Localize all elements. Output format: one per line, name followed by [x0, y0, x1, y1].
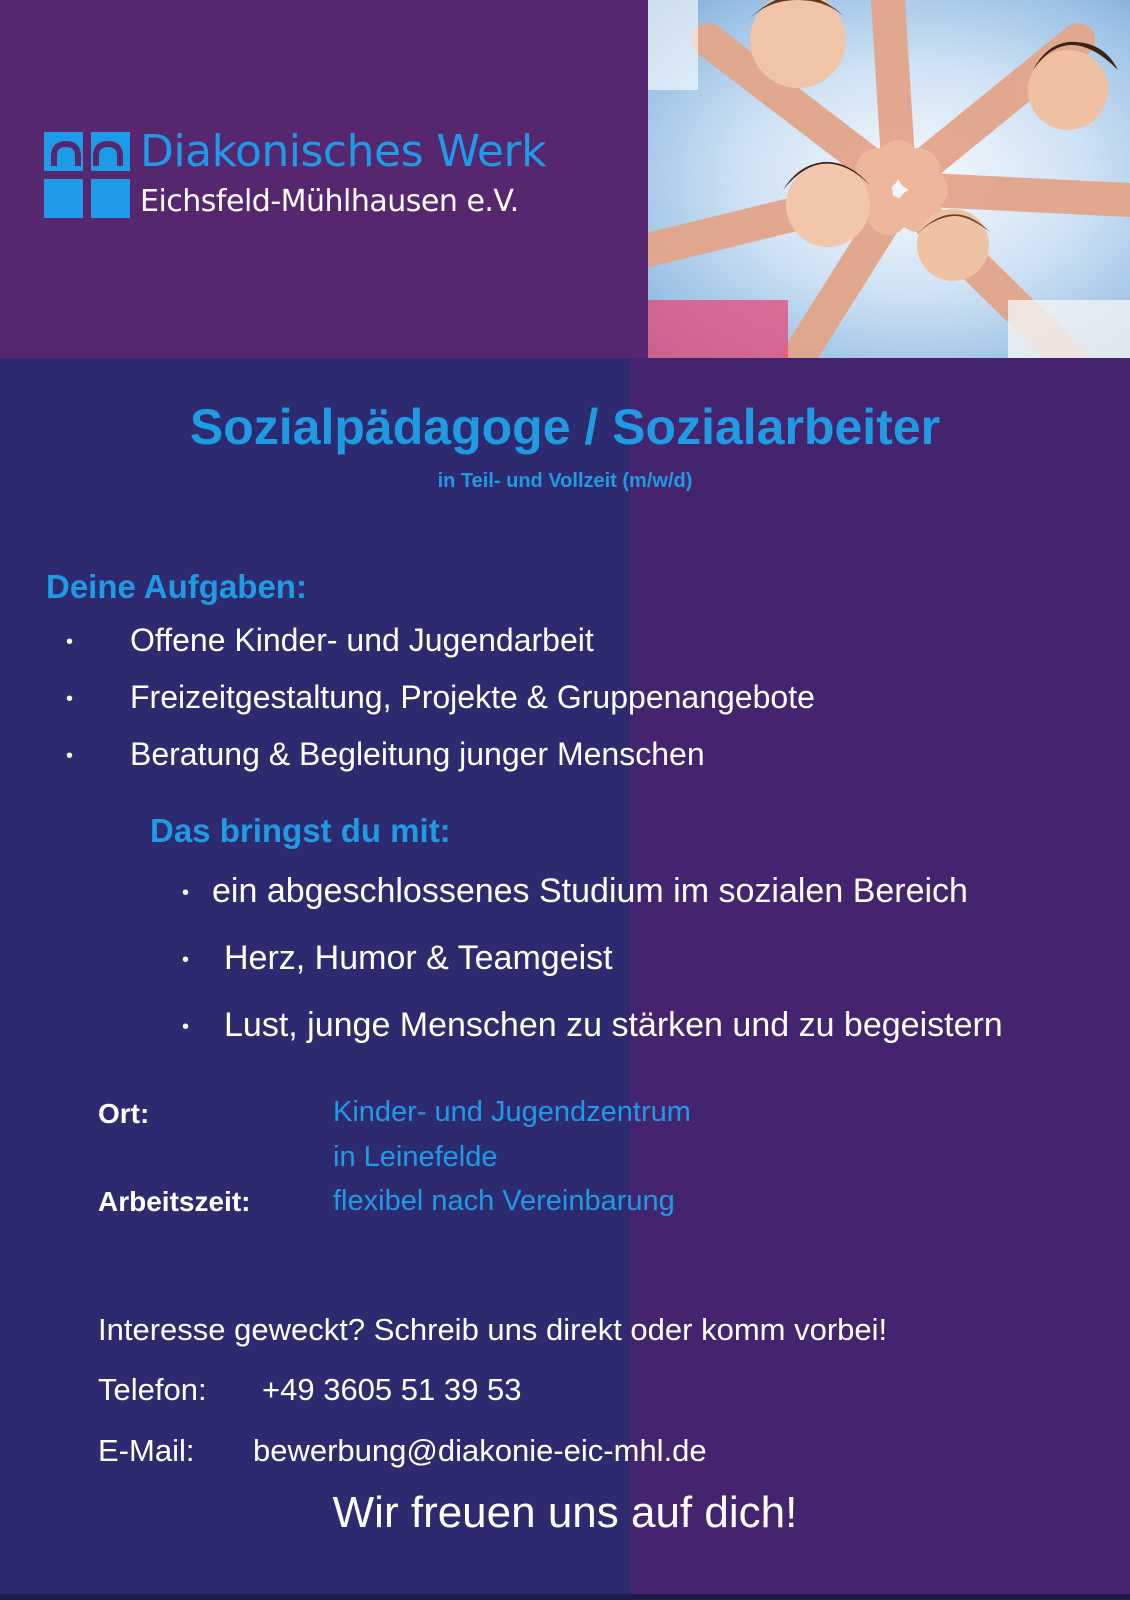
- bullet-icon: •: [182, 949, 190, 971]
- email-address[interactable]: bewerbung@diakonie-eic-mhl.de: [253, 1433, 707, 1468]
- task-text: Beratung & Begleitung junger Menschen: [130, 736, 705, 772]
- hours-value: flexibel nach Vereinbarung: [333, 1185, 675, 1217]
- job-title: Sozialpädagoge / Sozialarbeiter: [189, 399, 941, 455]
- closing-line: Wir freuen uns auf dich!: [332, 1488, 798, 1537]
- bullet-icon: •: [66, 745, 74, 767]
- location-value-line2: in Leinefelde: [333, 1141, 498, 1173]
- phone-number[interactable]: +49 3605 51 39 53: [262, 1372, 522, 1407]
- bullet-icon: •: [66, 631, 74, 653]
- bullet-icon: •: [182, 1016, 190, 1038]
- hours-label: Arbeitszeit:: [98, 1186, 251, 1217]
- email-label: E-Mail:: [98, 1433, 195, 1468]
- skill-text: Herz, Humor & Teamgeist: [224, 939, 613, 977]
- bullet-icon: •: [182, 882, 190, 904]
- phone-label: Telefon:: [98, 1372, 207, 1407]
- background-left: [0, 358, 630, 1600]
- employment-type: in Teil- und Vollzeit (m/w/d): [437, 470, 693, 492]
- task-text: Freizeitgestaltung, Projekte & Gruppenangebote: [130, 679, 815, 715]
- skill-text: ein abgeschlossenes Studium im sozialen Bereich: [212, 872, 968, 910]
- task-text: Offene Kinder- und Jugendarbeit: [130, 622, 594, 658]
- contact-intro: Interesse geweckt? Schreib uns direkt oder komm vorbei!: [98, 1312, 888, 1347]
- bottom-strip: [0, 1594, 1130, 1600]
- group-photo: [648, 0, 1130, 358]
- location-label: Ort:: [98, 1098, 150, 1129]
- background-right: [630, 358, 1130, 1600]
- skills-heading: Das bringst du mit:: [150, 812, 451, 849]
- location-value: Kinder- und Jugendzentrum: [333, 1096, 691, 1128]
- tasks-heading: Deine Aufgaben:: [46, 568, 307, 605]
- organization-subtitle: Eichsfeld-Mühlhausen e.V.: [140, 184, 519, 219]
- organization-name: Diakonisches Werk: [140, 126, 547, 177]
- bullet-icon: •: [66, 688, 74, 710]
- skill-text: Lust, junge Menschen zu stärken und zu begeistern: [224, 1006, 1003, 1044]
- group-photo-icon: [648, 0, 1130, 358]
- diakonie-logo-icon: [44, 132, 130, 218]
